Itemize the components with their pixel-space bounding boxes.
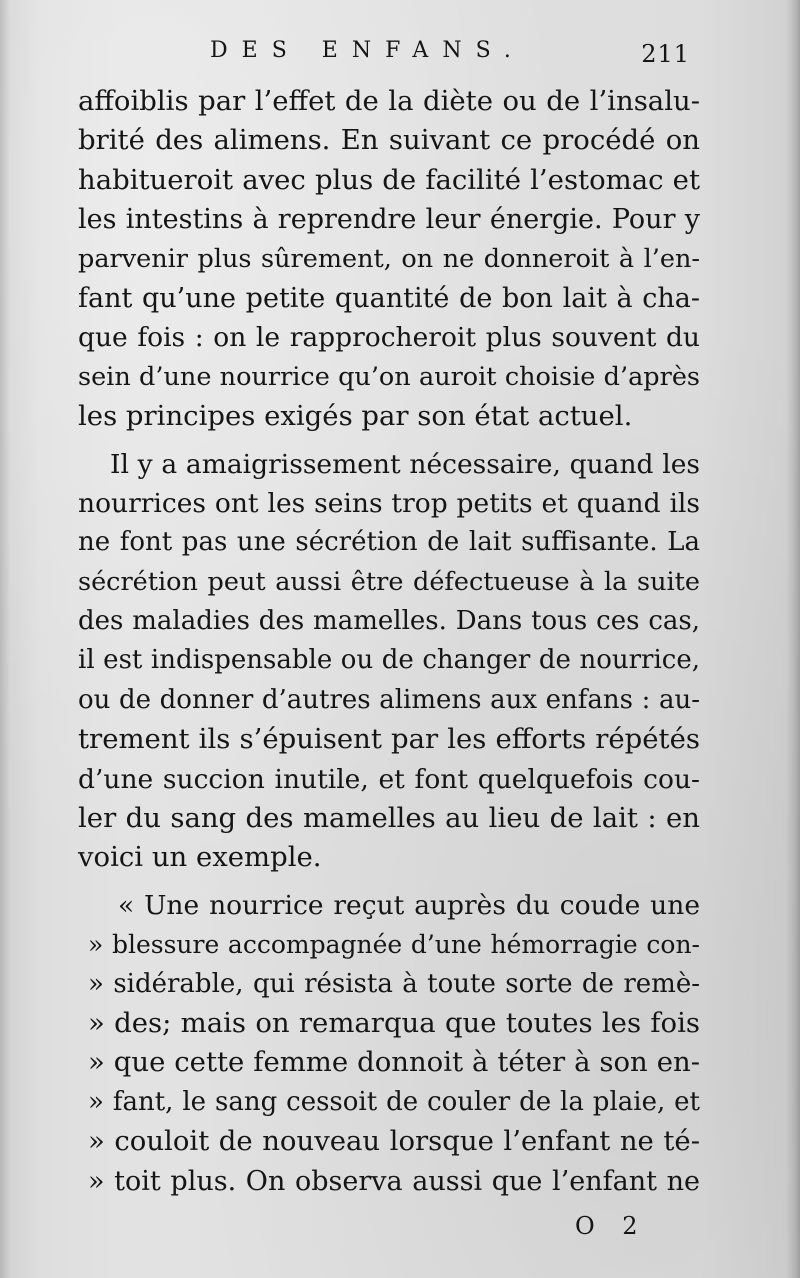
text-line: d’une succion inutile, et font quelquefois cou- xyxy=(78,763,700,795)
page-number: 211 xyxy=(641,40,690,68)
text-line: » blessure accompagnée d’une hémorragie con- xyxy=(88,930,700,960)
text-line: il est indispensable ou de changer de nourrice, xyxy=(78,645,700,676)
text-line: brité des alimens. En suivant ce procédé on xyxy=(78,124,700,157)
text-line: ne font pas une sécrétion de lait suffisante. La xyxy=(78,527,700,558)
page-shadow-right xyxy=(786,0,800,1278)
text-line: nourrices ont les seins trop petits et quand ils xyxy=(78,487,700,519)
text-line: » que cette femme donnoit à téter à son en- xyxy=(88,1046,700,1079)
text-line: voici un exemple. xyxy=(78,841,322,874)
text-line: « Une nourrice reçut auprès du coude une xyxy=(118,889,700,921)
paragraph-gap xyxy=(78,878,700,886)
text-line: » sidérable, qui résista à toute sorte de remè- xyxy=(88,968,700,999)
page-header xyxy=(180,38,690,78)
paragraph xyxy=(78,445,700,878)
running-head: DES ENFANS. xyxy=(210,38,525,63)
paragraph-gap xyxy=(78,437,700,445)
text-line: que fois : on le rapprocheroit plus souvent du xyxy=(78,322,700,354)
text-line: » des; mais on remarqua que toutes les fois xyxy=(88,1006,700,1039)
body-text xyxy=(78,82,700,1201)
text-line: » toit plus. On observa aussi que l’enfant ne xyxy=(88,1165,700,1197)
text-line: parvenir plus sûrement, on ne donneroit à l’en- xyxy=(78,243,700,274)
paragraph xyxy=(78,82,700,437)
text-line: sein d’une nourrice qu’on auroit choisie d’après xyxy=(78,361,700,392)
text-line: des maladies des mamelles. Dans tous ces cas, xyxy=(78,606,700,637)
text-line: ou de donner d’autres alimens aux enfans : au- xyxy=(78,684,700,715)
text-line: » fant, le sang cessoit de couler de la plaie, et xyxy=(88,1086,700,1117)
text-line: les intestins à reprendre leur énergie. Pour y xyxy=(78,204,700,236)
page-shadow-left xyxy=(0,0,10,1278)
text-line: habitueroit avec plus de facilité l’estomac et xyxy=(78,163,700,196)
text-line: » couloit de nouveau lorsque l’enfant ne té- xyxy=(88,1125,700,1158)
text-line: affoiblis par l’effet de la diète ou de l’insalu- xyxy=(78,85,700,117)
text-line: ler du sang des mamelles au lieu de lait : en xyxy=(78,802,700,835)
signature-mark: O 2 xyxy=(575,1212,648,1240)
text-line: Il y a amaigrissement nécessaire, quand les xyxy=(110,448,700,480)
quoted-paragraph xyxy=(78,886,700,1201)
text-line: trement ils s’épuisent par les efforts répétés xyxy=(78,723,700,756)
text-line: les principes exigés par son état actuel. xyxy=(78,400,633,433)
text-line: fant qu’une petite quantité de bon lait à cha- xyxy=(78,282,700,314)
text-line: sécrétion peut aussi être défectueuse à la suite xyxy=(78,566,700,597)
